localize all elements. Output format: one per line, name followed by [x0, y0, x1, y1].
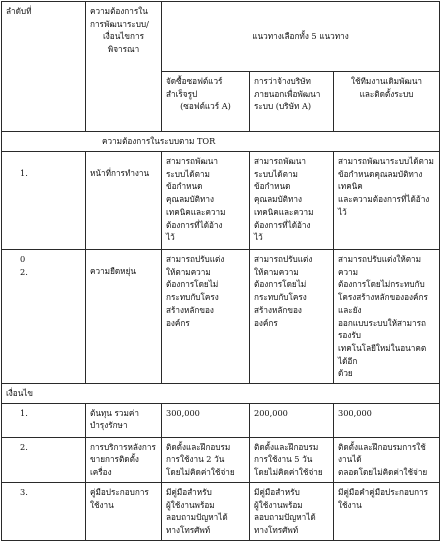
- table-row: [2, 152, 440, 250]
- row-alt-c: มีคู่มือคำคู่มือประกอบการใช้งาน: [334, 482, 440, 540]
- row-number: 2.: [2, 437, 86, 482]
- section-row-conditions: [2, 384, 440, 404]
- row-alt-a: 300,000: [162, 403, 250, 437]
- table-row: [2, 250, 440, 384]
- row-alt-b: มีคู่มือสำหรับ ผู้ใช้งานพร้อม ลอบถามปัญหาได้ ทางโทรศัพท์: [250, 482, 334, 540]
- row-alt-b: 200,000: [250, 403, 334, 437]
- header-row: [2, 2, 440, 72]
- row-number: 3.: [2, 482, 86, 540]
- header-alt-c: ใช้ทีมงานเดิมพัฒนา และติดตั้งระบบ: [334, 72, 440, 132]
- row-alt-c: ติดตั้งและฝึกอบรมการใช้งานได้ ตลอดโดยไม่คิดค่าใช้จ่าย: [334, 437, 440, 482]
- comparison-table: [1, 1, 440, 541]
- table-row: [2, 482, 440, 540]
- header-alt-a: จัดซื้อซอฟต์แวร์ สำเร็จรูป (ซอฟต์แวร์ A): [162, 72, 250, 132]
- row-alt-a: สามารถปรับแต่ง ให้ตามความ ต้องการโดยไม่ กระทบกับโครง สร้างหลักของ องค์กร: [162, 250, 250, 384]
- section-row-tor: [2, 132, 440, 152]
- header-requirement: ความต้องการใน การพัฒนาระบบ/ เงื่อนไขการ พิจารณา: [86, 2, 162, 132]
- row-alt-c: สามารถพัฒนาระบบได้ตาม ข้อกำหนดคุณลมบัติทางเทคนิค และความต้องการที่ได้อ้างไว้: [334, 152, 440, 250]
- row-alt-c: 300,000: [334, 403, 440, 437]
- header-order: ลำดับที่: [2, 2, 86, 132]
- header-alt-b: การว่าจ้างบริษัท ภายนอกเพื่อพัฒนา ระบบ (บริษัท A): [250, 72, 334, 132]
- section-title-tor: ความต้องการในระบบตาม TOR: [2, 132, 440, 152]
- row-requirement: การบริการหลังการ ขายการติดตั้งเครื่อง: [86, 437, 162, 482]
- row-alt-c: สามารถปรับแต่งให้ตามความ ต้องการโดยไม่กระทบกับ โครงสร้างหลักขององค์กรและยัง ออกแบบระบบให้สามารถรองรับ เทคโนโลยีใหม่ในอนาคตได้อีก ด้วย: [334, 250, 440, 384]
- row-alt-a: ติดตั้งและฝึกอบรม การใช้งาน 2 วัน โดยไม่คิดค่าใช้จ่าย: [162, 437, 250, 482]
- section-title-conditions: เงื่อนไข: [2, 384, 440, 404]
- row-requirement: หน้าที่การทำงาน: [86, 152, 162, 250]
- row-alt-a: สามารถพัฒนา ระบบได้ตาม ข้อกำหนด คุณลมบัติทาง เทคนิคและความ ต้องการที่ได้อ้าง ไว้: [162, 152, 250, 250]
- table-row: [2, 437, 440, 482]
- header-alternatives: แนวทางเลือกทั้ง 5 แนวทาง: [162, 2, 440, 72]
- row-requirement: ความยืดหยุ่น: [86, 250, 162, 384]
- row-alt-b: สามารถพัฒนา ระบบได้ตาม ข้อกำหนด คุณลมบัติทาง เทคนิคและความ ต้องการที่ได้อ้าง ไว้: [250, 152, 334, 250]
- table-row: [2, 403, 440, 437]
- row-requirement: คู่มือประกอบการ ใช้งาน: [86, 482, 162, 540]
- row-alt-b: สามารถปรับแต่ง ให้ตามความ ต้องการโดยไม่ กระทบกับโครง สร้างหลักของ องค์กร: [250, 250, 334, 384]
- row-alt-b: ติดตั้งและฝึกอบรม การใช้งาน 5 วัน โดยไม่คิดค่าใช้จ่าย: [250, 437, 334, 482]
- row-alt-a: มีคู่มือสำหรับ ผู้ใช้งานพร้อม ลอบถามปัญหาได้ ทางโทรศัพท์: [162, 482, 250, 540]
- document-page: [1, 1, 441, 535]
- row-number: 1.: [2, 403, 86, 437]
- row-number: 1.: [2, 152, 86, 250]
- row-number: 0 2.: [2, 250, 86, 384]
- row-requirement: ต้นทุน รวมค่า บำรุงรักษา: [86, 403, 162, 437]
